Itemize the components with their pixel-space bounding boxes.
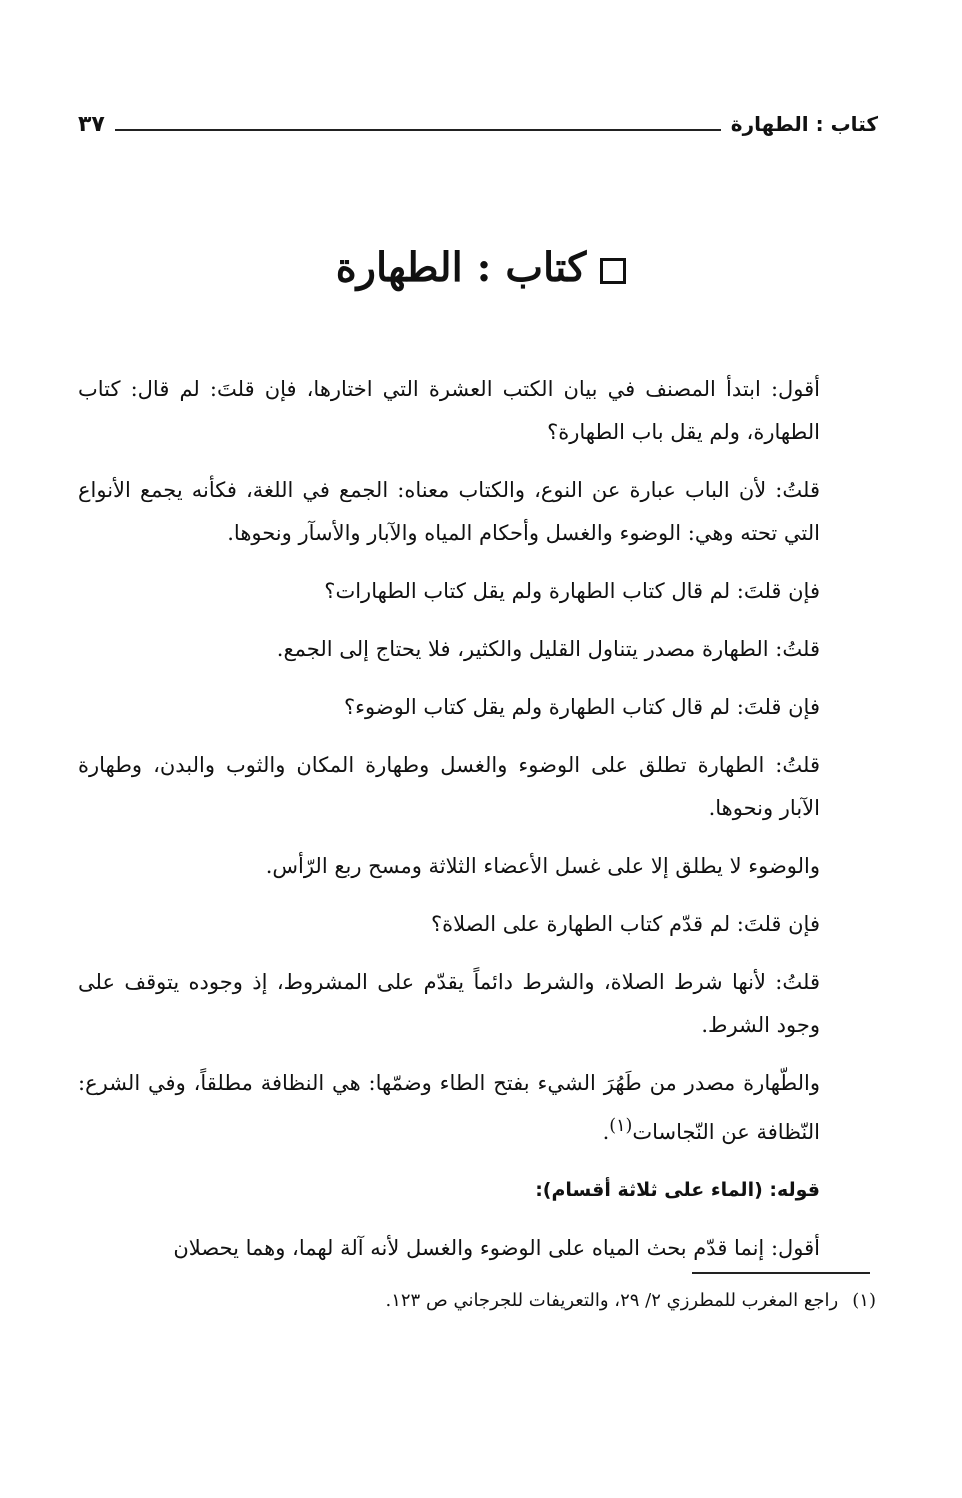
- paragraph: قلتُ: الطهارة تطلق على الوضوء والغسل وطهارة المكان والثوب والبدن، وطهارة الآبار ونحوها.: [78, 753, 820, 820]
- page-number: ٣٧: [78, 111, 105, 137]
- square-bullet-icon: [600, 258, 626, 284]
- paragraph: فإن قلتَ: لم قدّم كتاب الطهارة على الصلاة؟: [430, 912, 820, 936]
- paragraph: فإن قلتَ: لم قال كتاب الطهارة ولم يقل كتاب الطهارات؟: [324, 579, 820, 603]
- chapter-heading: [0, 244, 962, 291]
- footnote-text: راجع المغرب للمطرزي ٢/ ٢٩، والتعريفات للجرجاني ص ١٢٣.: [385, 1290, 839, 1311]
- footnote-reference[interactable]: (١): [609, 1116, 633, 1136]
- paragraph: والوضوء لا يطلق إلا على غسل الأعضاء الثلاثة ومسح ربع الرّأس.: [265, 854, 820, 878]
- footnote-marker: (١): [852, 1290, 876, 1311]
- footnote: [78, 1290, 876, 1311]
- paragraph: قلتُ: الطهارة مصدر يتناول القليل والكثير، فلا يحتاج إلى الجمع.: [276, 637, 820, 661]
- paragraph: قلتُ: لأن الباب عبارة عن النوع، والكتاب معناه: الجمع في اللغة، فكأنه يجمع الأنواع التي تحته وهي: الوضوء والغسل وأحكام المياه والآبار والأسآر ونحوها.: [78, 478, 820, 545]
- paragraph-text: والطّهارة مصدر من طَهُرَ الشيء بفتح الطاء وضمّها: هي النظافة مطلقاً، وفي الشرع: النّظافة عن النّجاسات: [78, 1071, 820, 1144]
- running-header: [78, 104, 878, 144]
- quoted-text-heading: قوله: (الماء على ثلاثة أقسام):: [535, 1179, 820, 1201]
- paragraph: فإن قلتَ: لم قال كتاب الطهارة ولم يقل كتاب الوضوء؟: [343, 695, 820, 719]
- paragraph: أقول: إنما قدّم بحث المياه على الوضوء والغسل لأنه آلة لهما، وهما يحصلان: [173, 1236, 820, 1260]
- paragraph-with-footnote: والطّهارة مصدر من طَهُرَ الشيء بفتح الطاء وضمّها: هي النظافة مطلقاً، وفي الشرع: النّظافة عن النّجاسات$^{(١)}$.: [78, 1071, 820, 1144]
- body-text: [78, 368, 876, 1285]
- header-rule: [115, 129, 721, 131]
- paragraph: أقول: ابتدأ المصنف في بيان الكتب العشرة التي اختارها، فإن قلتَ: لم قال: كتاب الطهارة، ولم يقل باب الطهارة؟: [78, 377, 821, 444]
- footnote-rule: [692, 1272, 870, 1274]
- chapter-title: كتاب : الطهارة: [335, 244, 587, 291]
- running-header-title: كتاب : الطهارة: [730, 112, 878, 136]
- paragraph: قلتُ: لأنها شرط الصلاة، والشرط دائماً يقدّم على المشروط، إذ وجوده يتوقف على وجود الشرط.: [78, 970, 820, 1037]
